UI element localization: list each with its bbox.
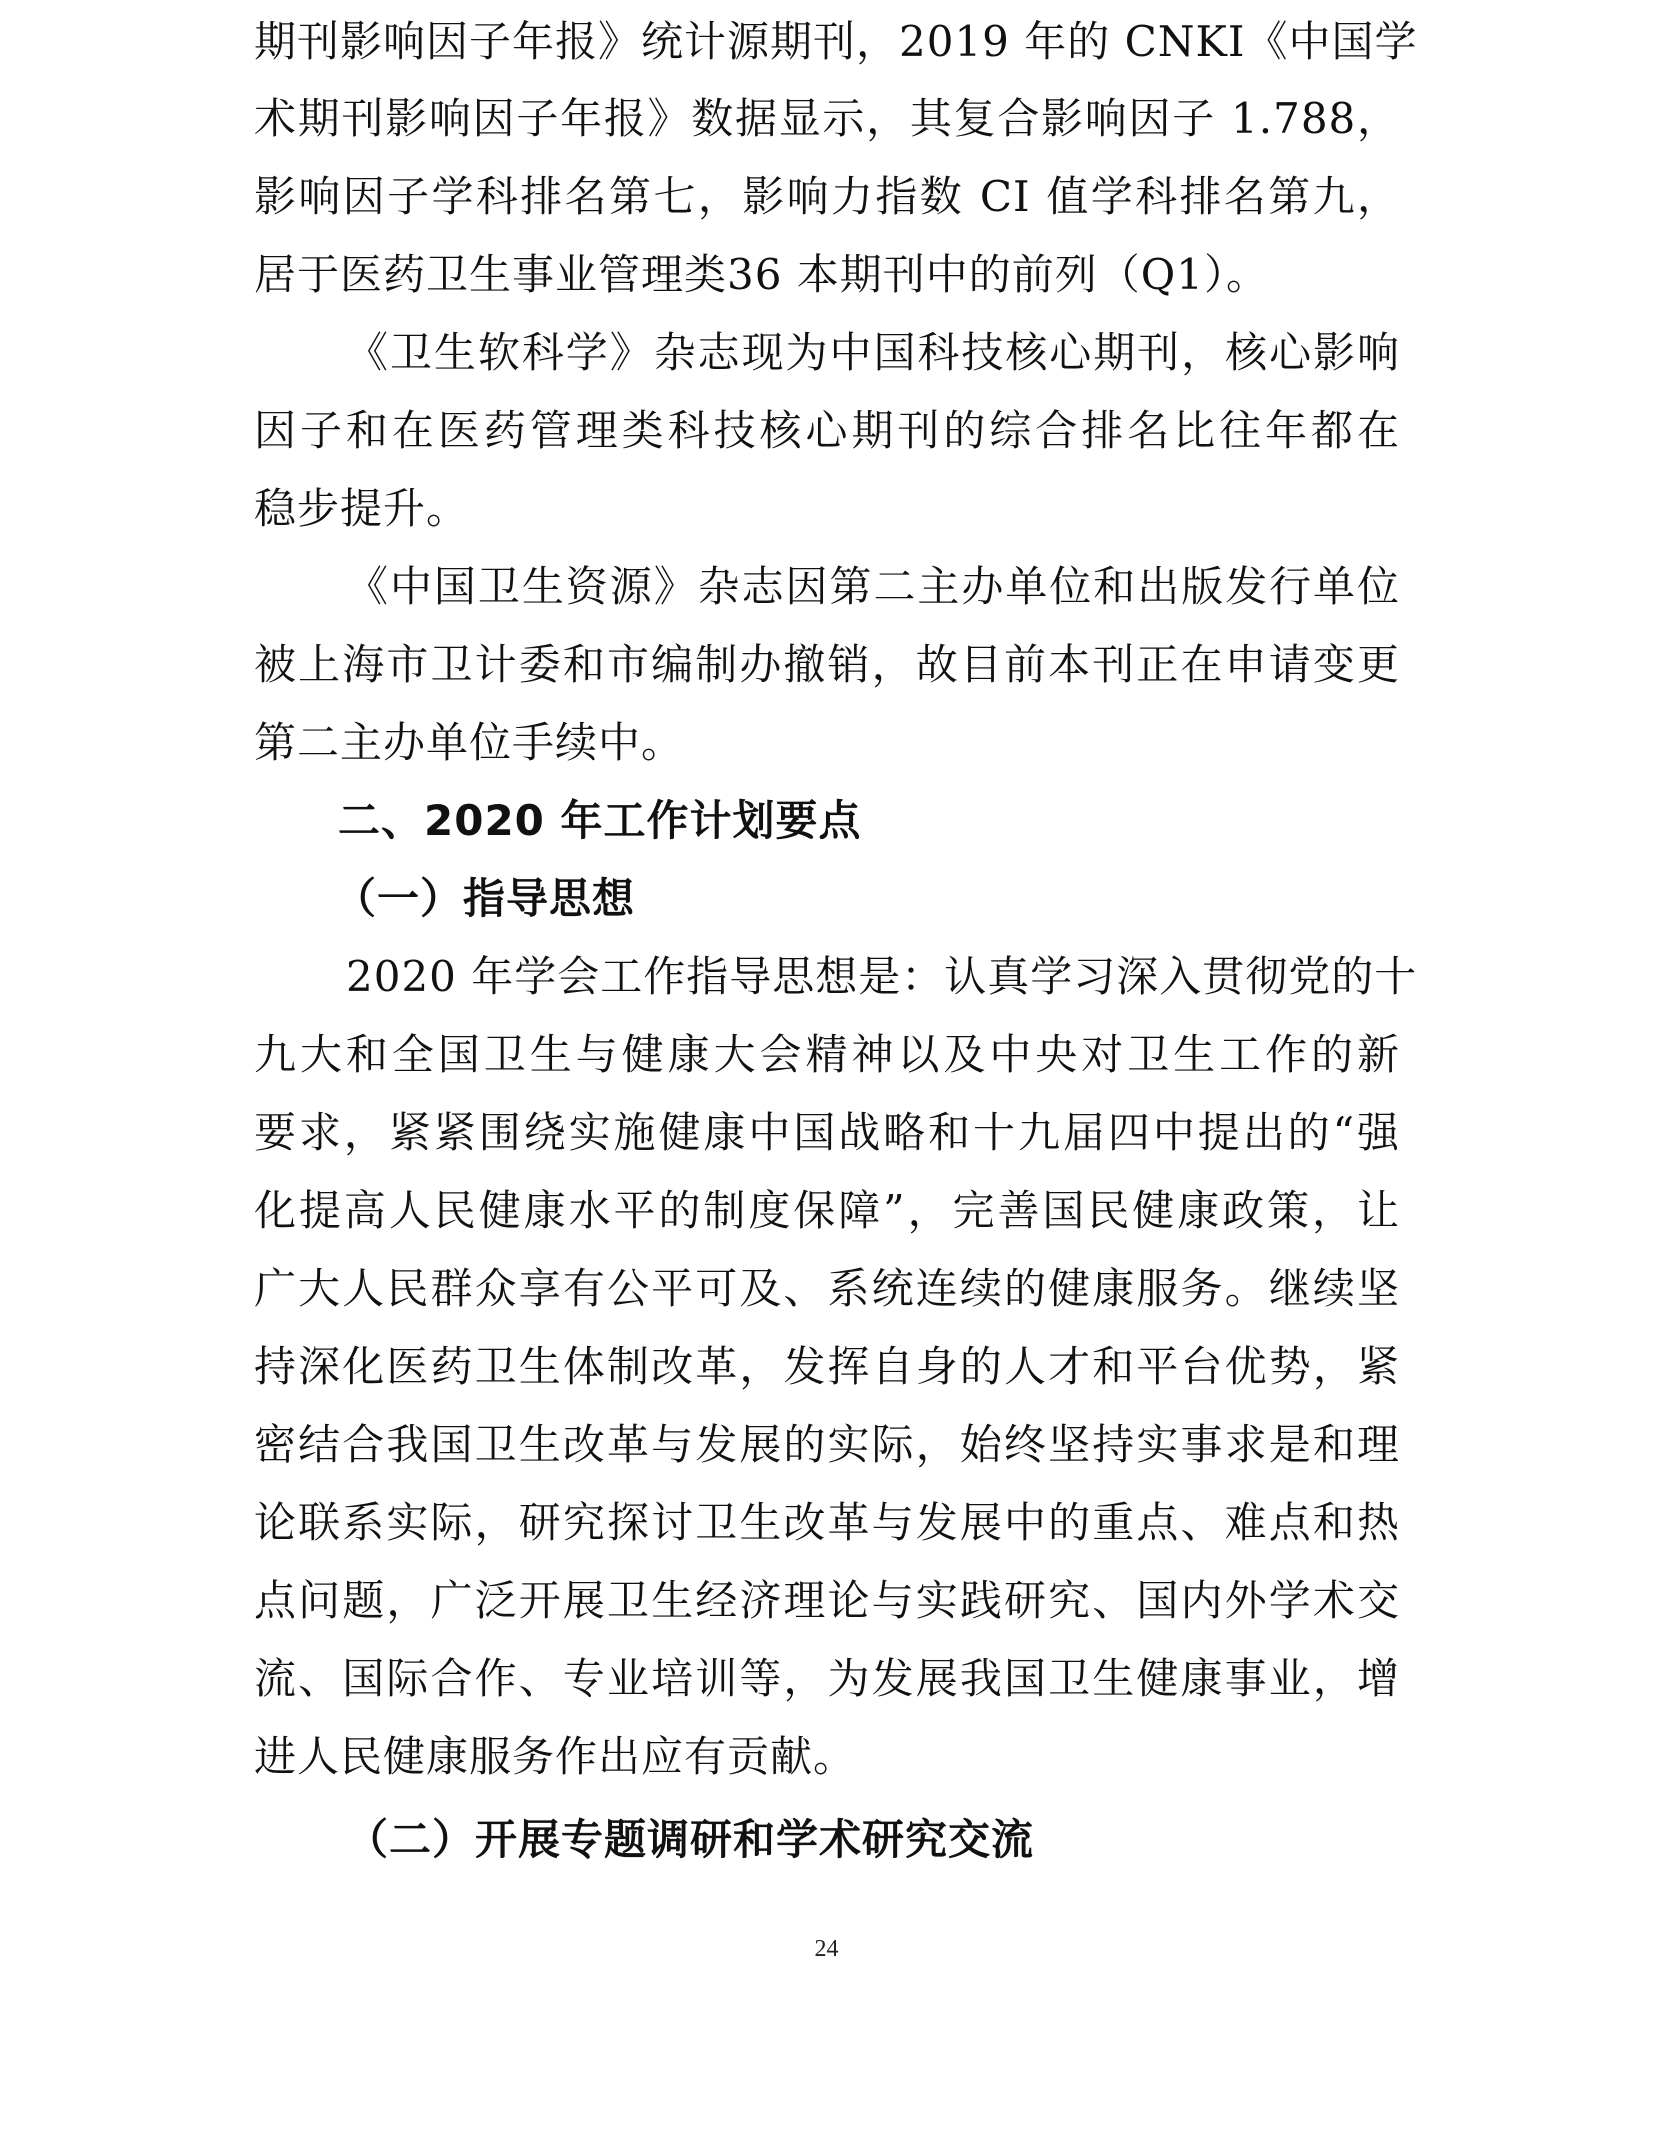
page-number: 24 bbox=[814, 1936, 839, 1962]
paragraph-line: 论联系实际，研究探讨卫生改革与发展中的重点、难点和热 bbox=[254, 1498, 1400, 1547]
subsection-heading: （二）开展专题调研和学术研究交流 bbox=[346, 1815, 1035, 1864]
paragraph-line: 居于医药卫生事业管理类36 本期刊中的前列（Q1）。 bbox=[254, 250, 1269, 299]
paragraph-line: 持深化医药卫生体制改革，发挥自身的人才和平台优势，紧 bbox=[254, 1342, 1400, 1391]
paragraph-line: 术期刊影响因子年报》数据显示，其复合影响因子 1.788， bbox=[254, 94, 1400, 143]
paragraph-line: 广大人民群众享有公平可及、系统连续的健康服务。继续坚 bbox=[254, 1264, 1400, 1313]
paragraph-line: 流、国际合作、专业培训等，为发展我国卫生健康事业，增 bbox=[254, 1654, 1400, 1703]
paragraph-line: 《卫生软科学》杂志现为中国科技核心期刊，核心影响 bbox=[346, 328, 1400, 377]
paragraph-line: 要求，紧紧围绕实施健康中国战略和十九届四中提出的“强 bbox=[254, 1108, 1400, 1157]
paragraph-line: 被上海市卫计委和市编制办撤销，故目前本刊正在申请变更 bbox=[254, 640, 1400, 689]
paragraph-line: 2020 年学会工作指导思想是：认真学习深入贯彻党的十 bbox=[346, 952, 1418, 1001]
paragraph-line: 点问题，广泛开展卫生经济理论与实践研究、国内外学术交 bbox=[254, 1576, 1400, 1625]
paragraph-line: 《中国卫生资源》杂志因第二主办单位和出版发行单位 bbox=[346, 562, 1400, 611]
paragraph-line: 进人民健康服务作出应有贡献。 bbox=[254, 1732, 857, 1781]
paragraph-line: 密结合我国卫生改革与发展的实际，始终坚持实事求是和理 bbox=[254, 1420, 1400, 1469]
paragraph-line: 因子和在医药管理类科技核心期刊的综合排名比往年都在 bbox=[254, 406, 1400, 455]
section-heading: 二、2020 年工作计划要点 bbox=[338, 796, 862, 845]
paragraph-line: 期刊影响因子年报》统计源期刊，2019 年的 CNKI《中国学 bbox=[254, 17, 1418, 66]
paragraph-line: 化提高人民健康水平的制度保障”，完善国民健康政策，让 bbox=[254, 1186, 1400, 1235]
subsection-heading: （一）指导思想 bbox=[334, 874, 636, 923]
paragraph-line: 九大和全国卫生与健康大会精神以及中央对卫生工作的新 bbox=[254, 1030, 1400, 1079]
paragraph-line: 影响因子学科排名第七，影响力指数 CI 值学科排名第九， bbox=[254, 172, 1400, 221]
paragraph-line: 稳步提升。 bbox=[254, 484, 470, 533]
paragraph-line: 第二主办单位手续中。 bbox=[254, 718, 685, 767]
